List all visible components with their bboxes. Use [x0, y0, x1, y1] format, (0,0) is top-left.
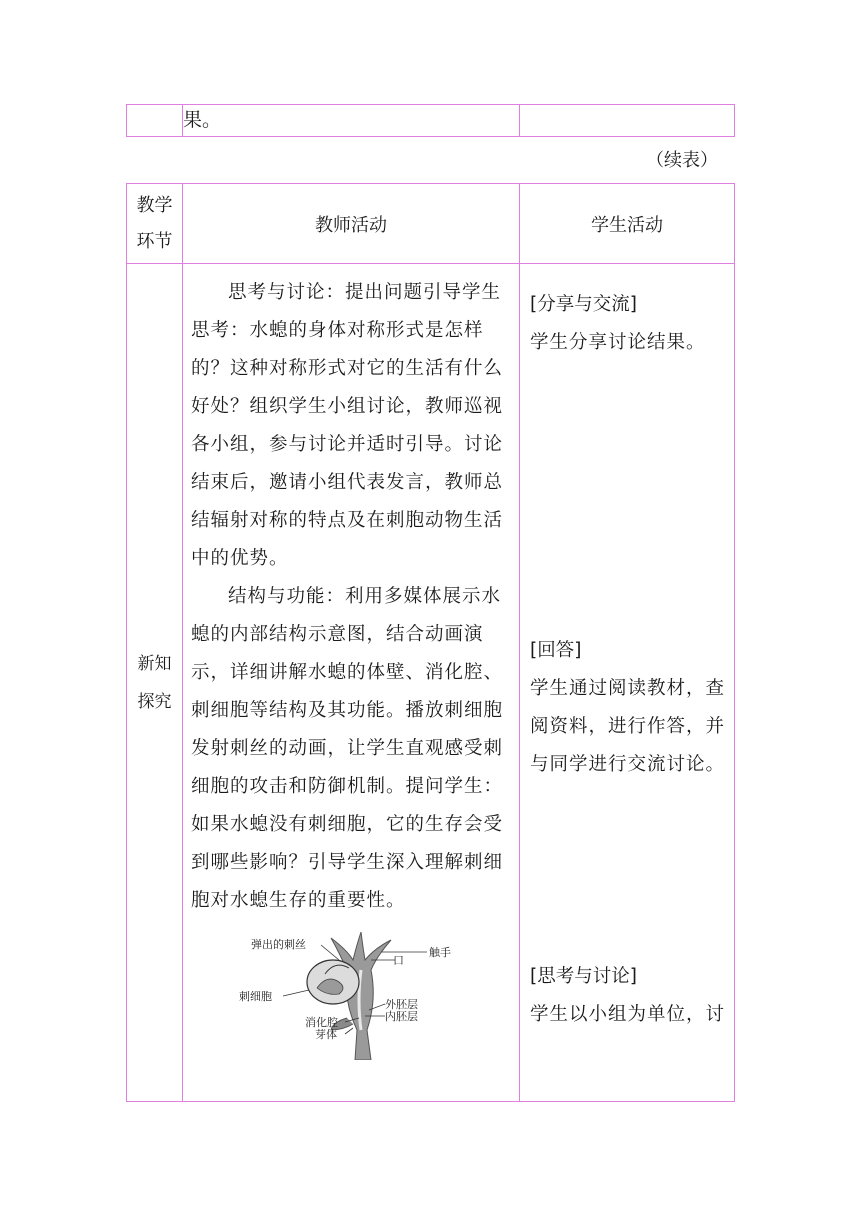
hydra-diagram: [235, 930, 475, 1060]
para2-body: 利用多媒体展示水螅的内部结构示意图，结合动画演示，详细讲解水螅的体壁、消化腔、刺细胞等结构及其功能。播放刺细胞发射刺丝的动画，让学生直观感受刺细胞的攻击和防御机制。提问学生：如果水螅没有刺细胞，它的生存会受到哪些影响？引导学生深入理解刺细胞对水螅生存的重要性。: [191, 586, 504, 911]
student-cell: [520, 264, 735, 1102]
student-head-3: [思考与讨论]: [530, 966, 637, 987]
header-stage-line1: 教学: [136, 194, 173, 216]
teacher-para-2: [191, 578, 505, 920]
content-row: [127, 264, 735, 1102]
continuation-text: 果。: [183, 105, 520, 137]
label-ectoderm: 外胚层: [385, 998, 418, 1011]
continuation-student-cell: [520, 105, 735, 137]
student-head-1: [分享与交流]: [530, 294, 637, 315]
para2-title: 结构与功能：: [228, 586, 346, 607]
stage-line2: 探究: [137, 691, 172, 712]
label-cavity: 消化腔: [305, 1016, 338, 1029]
continuation-table: [126, 104, 735, 137]
student-block-2: [530, 632, 728, 784]
continued-label: （续表）: [646, 150, 718, 171]
label-thread: 弹出的刺丝: [251, 938, 306, 951]
header-row: [127, 184, 735, 264]
teacher-para-1: [191, 274, 505, 578]
header-stage-line2: 环节: [136, 230, 173, 252]
header-stage: [127, 184, 183, 264]
label-endoderm: 内胚层: [385, 1010, 418, 1023]
continuation-row: [127, 105, 735, 137]
continuation-stage-cell: [127, 105, 183, 137]
para1-title: 思考与讨论：: [228, 282, 346, 303]
label-cnidocyte: 刺细胞: [239, 990, 272, 1003]
stage-cell: [127, 264, 183, 1102]
teacher-cell: [183, 264, 520, 1102]
label-mouth: 口: [393, 954, 404, 967]
label-bud: 芽体: [315, 1028, 337, 1041]
lesson-table: [126, 183, 735, 1102]
header-student: 学生活动: [520, 184, 735, 264]
student-block-3: [530, 958, 728, 1034]
header-teacher: 教师活动: [183, 184, 520, 264]
student-text-1: 学生分享讨论结果。: [530, 332, 706, 353]
student-text-2: 学生通过阅读教材，查阅资料，进行作答，并与同学进行交流讨论。: [530, 678, 726, 775]
student-block-1: [530, 286, 728, 362]
stage-line1: 新知: [137, 653, 172, 674]
student-text-3: 学生以小组为单位，讨: [530, 1004, 726, 1025]
label-tentacle: 触手: [429, 946, 451, 959]
student-head-2: [回答]: [530, 640, 582, 661]
para1-body: 提出问题引导学生思考：水螅的身体对称形式是怎样的？这种对称形式对它的生活有什么好处？组织学生小组讨论，教师巡视各小组，参与讨论并适时引导。讨论结束后，邀请小组代表发言，教师总结辐射对称的特点及在刺胞动物生活中的优势。: [191, 282, 504, 569]
